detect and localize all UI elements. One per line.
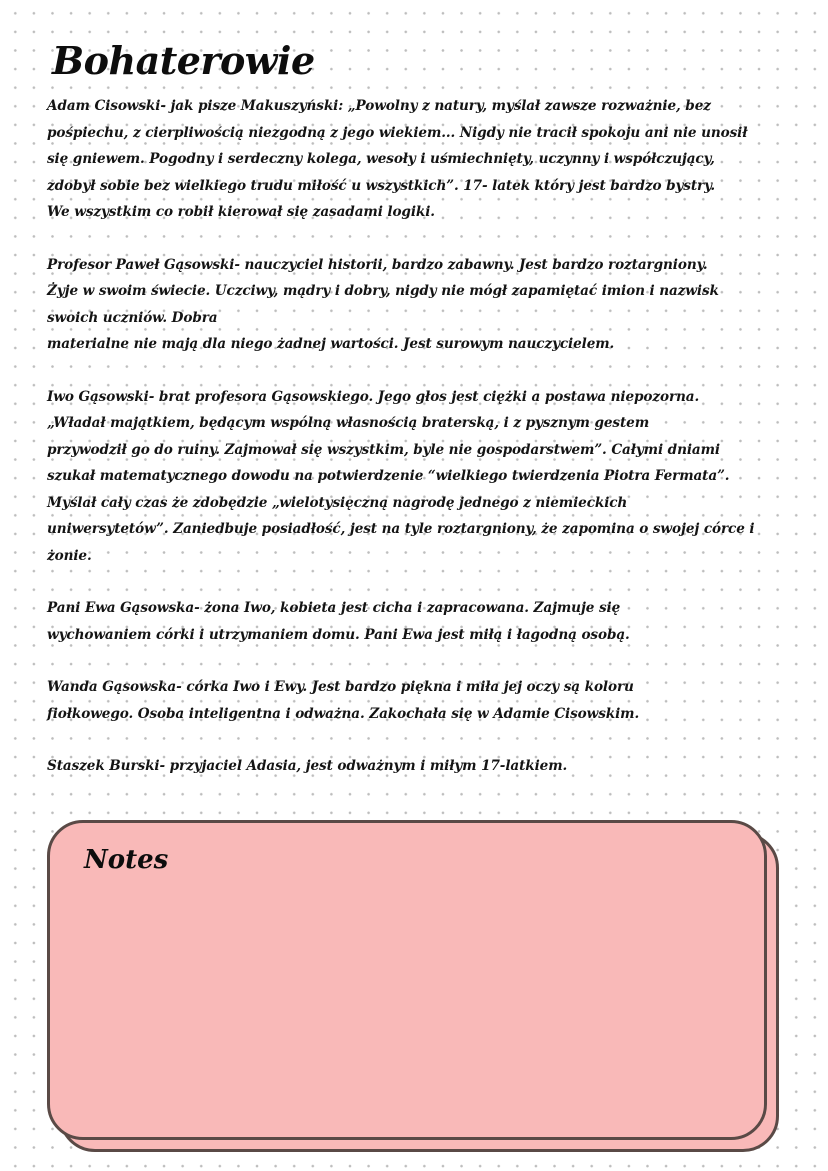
text-line: szukał matematycznego dowodu na potwierdzenie “wielkiego twierdzenia Piotra Fermata”. [47, 468, 730, 484]
text-line: fiołkowego. Osoba inteligentna i odważna. Zakochała się w Adamie Cisowskim. [47, 705, 640, 722]
paragraph-ewa-gasowska [47, 595, 762, 648]
notes-box [47, 820, 767, 1140]
text-line: zdobył sobie bez wielkiego trudu miłość u wszystkich”. 17- latek który jest bardzo bystry. [47, 177, 715, 194]
text-line: swoich uczniów. Dobra [47, 309, 218, 326]
text-line: się gniewem. Pogodny i serdeczny kolega, wesoły i uśmiechnięty, uczynny i współczujący, [47, 151, 715, 167]
text-line: Wanda Gąsowska- córka Iwo i Ewy. Jest bardzo piękna i miła jej oczy są koloru [47, 679, 634, 695]
paragraph-adam-cisowski [47, 93, 762, 226]
text-line: Iwo Gąsowski- brat profesora Gąsowskiego. Jego głos jest ciężki a postawa niepozorna. [47, 388, 700, 405]
paragraph-pawel-gasowski [47, 252, 762, 358]
paragraph-staszek-burski [47, 753, 762, 780]
text-line: pośpiechu, z cierpliwością niezgodną z jego wiekiem... Nigdy nie tracił spokoju ani nie unosił [47, 124, 748, 141]
text-line: Pani Ewa Gąsowska- żona Iwo, kobieta jest cicha i zapracowana. Zajmuje się [47, 600, 621, 616]
text-line: Adam Cisowski- jak pisze Makuszyński: „Powolny z natury, myślał zawsze rozważnie, bez [47, 98, 711, 114]
character-descriptions [47, 93, 762, 806]
text-line: „Władał majątkiem, będącym wspólną własnością braterską, i z pysznym gestem [47, 415, 649, 431]
notes-title: Notes [84, 845, 169, 875]
text-line: Myślał cały czas że zdobędzie „wielotysięczną nagrodę jednego z niemieckich [47, 494, 628, 511]
page-title: Bohaterowie [52, 38, 315, 83]
text-line: Staszek Burski- przyjaciel Adasia, jest odważnym i miłym 17-latkiem. [47, 758, 568, 774]
paragraph-iwo-gasowski [47, 384, 762, 570]
text-line: żonie. [47, 547, 92, 564]
text-line: materialne nie mają dla niego żadnej wartości. Jest surowym nauczycielem. [47, 336, 615, 352]
text-line: uniwersytetów”. Zaniedbuje posiadłość, jest na tyle roztargniony, że zapomina o swojej córce i [47, 521, 755, 537]
text-line: Żyje w swoim świecie. Uczciwy, mądry i dobry, nigdy nie mógł zapamiętać imion i nazwisk [47, 283, 719, 299]
text-line: We wszystkim co robił kierował się zasadami logiki. [47, 204, 435, 220]
text-line: wychowaniem córki i utrzymaniem domu. Pani Ewa jest miłą i łagodną osobą. [47, 626, 630, 643]
notes-card [47, 820, 767, 1140]
text-line: przywodził go do ruiny. Zajmował się wszystkim, byle nie gospodarstwem”. Całymi dniami [47, 441, 720, 458]
paragraph-wanda-gasowska [47, 674, 762, 727]
text-line: Profesor Paweł Gąsowski- nauczyciel historii, bardzo zabawny. Jest bardzo roztargniony. [47, 256, 708, 273]
